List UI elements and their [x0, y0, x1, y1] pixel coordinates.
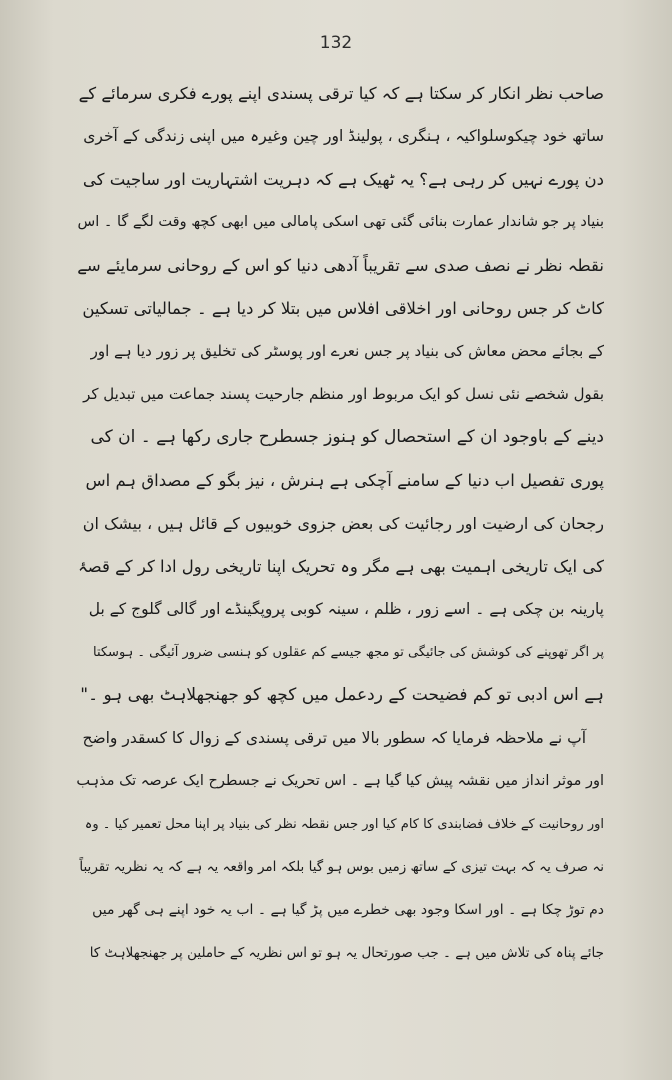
text-line: ساتھ خود چیکوسلواکیہ ، ہنگری ، پولینڈ اور چین وغیرہ میں اپنی زندگی کے آخری: [83, 127, 604, 145]
text-line: جائے پناہ کی تلاش میں ہے ۔ جب صورتحال یہ ہو تو اس نظریہ کے حاملین پر جھنجھلاہٹ کا: [89, 945, 604, 961]
text-line: اور روحانیت کے خلاف فضابندی کا کام کیا اور جس نقطہ نظر کی بنیاد پر اپنا محل تعمیر کیا ۔ وہ: [84, 817, 604, 832]
text-line: کاٹ کر جس روحانی اور اخلاقی افلاس میں بتلا کر دیا ہے ۔ جمالیاتی تسکین: [82, 299, 604, 318]
text-line: دم توڑ چکا ہے ۔ اور اسکا وجود بھی خطرے میں پڑ گیا ہے ۔ اب یہ خود اپنے ہی گھر میں: [92, 902, 604, 918]
text-line: ہے اس ادبی تو کم فضیحت کے ردعمل میں کچھ کو جھنجھلاہٹ بھی ہو ۔": [80, 685, 604, 705]
text-line: پوری تفصیل اب دنیا کے سامنے آچکی ہے ہنرش ، نیز بگو کے مصداق ہم اس: [85, 471, 604, 490]
page-number: 132: [319, 33, 353, 53]
text-line: نقطہ نظر نے نصف صدی سے تقریباً آدھی دنیا کو اس کے روحانی سرمایئے سے: [77, 256, 604, 275]
text-line: نہ صرف یہ کہ بہت تیزی کے ساتھ زمیں بوس ہو گیا بلکہ امر واقعہ یہ ہے کہ یہ نظریہ تقریباً: [79, 859, 604, 875]
text-line: بنیاد پر جو شاندار عمارت بنائی گئی تھی اسکی پامالی میں ابھی کچھ وقت لگے گا ۔ اس: [77, 214, 604, 230]
paragraph-first-line: آپ نے ملاحظہ فرمایا کہ سطور بالا میں ترقی پسندی کے زوال کا کسقدر واضح: [82, 729, 586, 747]
text-line: اور موثر انداز میں نقشہ پیش کیا گیا ہے ۔ اس تحریک نے جسطرح ایک عرصہ تک مذہب: [76, 773, 604, 789]
text-line: پارینہ بن چکی ہے ۔ اسے زور ، ظلم ، سینہ کوبی پروپگینڈے اور گالی گلوج کے بل: [88, 600, 604, 618]
text-line: رجحان کی ارضیت اور رجائیت کی بعض جزوی خوبیوں کے قائل ہیں ، بیشک ان: [82, 514, 604, 533]
page-body-text: [76, 72, 604, 975]
text-line: دینے کے باوجود ان کے استحصال کو ہنوز جسطرح جاری رکھا ہے ۔ ان کی: [90, 427, 604, 447]
text-line: کے بجائے محض معاش کی بنیاد پر جس نعرے اور پوسٹر کی تخلیق پر زور دیا ہے اور: [90, 342, 604, 360]
text-line: بقول شخصے نئی نسل کو ایک مربوط اور منظم جارحیت پسند جماعت میں تبدیل کر: [83, 385, 604, 403]
text-line: صاحب نظر انکار کر سکتا ہے کہ کیا ترقی پسندی اپنے پورے فکری سرمائے کے: [78, 84, 604, 103]
text-line: کی ایک تاریخی اہمیت بھی ہے مگر وہ تحریک اپنا تاریخی رول ادا کر کے قصۂ: [77, 557, 604, 576]
text-line: دن پورے نہیں کر رہی ہے؟ یہ ٹھیک ہے کہ دہریت اشتہاریت اور ساجیت کی: [82, 170, 604, 189]
text-line: پر اگر تھوپنے کی کوشش کی جائیگی تو مجھ جیسے کم عقلوں کو ہنسی ضرور آئیگی ۔ ہوسکتا: [92, 645, 604, 660]
